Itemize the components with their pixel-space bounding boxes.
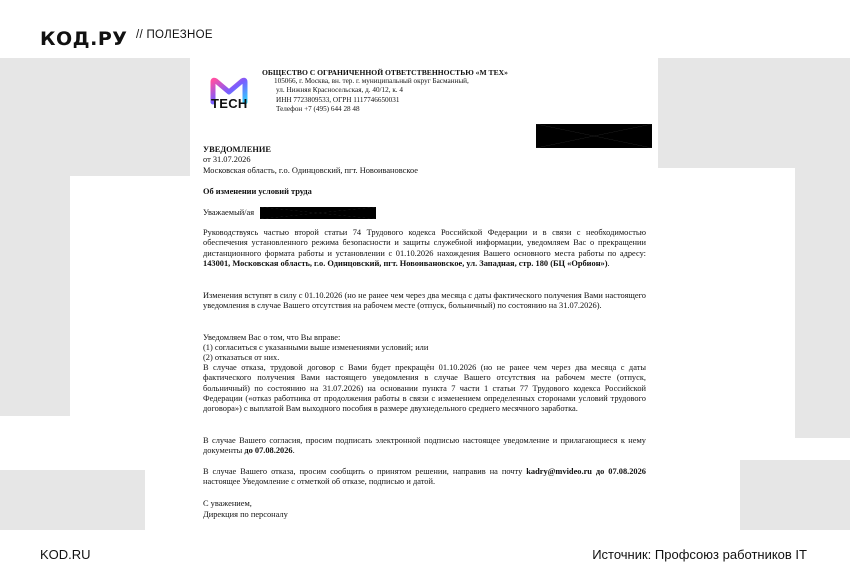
paragraph-relocation	[203, 228, 646, 269]
office-address: 143001, Московская область, г.о. Одинцовский, пгт. Новоивановское, ул. Западная, стр. 180 (БЦ «Орбион»)	[203, 258, 608, 268]
section-label[interactable]: // ПОЛЕЗНОЕ	[136, 29, 213, 41]
paragraph-relocation-end: .	[607, 258, 610, 268]
rights-intro: Уведомляем Вас о том, что Вы вправе:	[203, 333, 341, 342]
signature: Дирекция по персоналу	[203, 510, 288, 519]
background-block	[795, 168, 850, 438]
background-block	[658, 58, 850, 168]
notice-title: УВЕДОМЛЕНИЕ	[203, 145, 271, 154]
paragraph-refusal-end: настоящее Уведомление с отметкой об отказе, подписью и датой.	[203, 477, 436, 487]
company-name: ОБЩЕСТВО С ОГРАНИЧЕННОЙ ОТВЕТСТВЕННОСТЬЮ «М ТЕХ»	[262, 68, 508, 77]
site-header	[0, 0, 850, 58]
redacted-recipient-block	[536, 124, 652, 148]
paragraph-refusal-text: В случае Вашего отказа, просим сообщить о принятом решении, направив на почту	[203, 467, 527, 476]
company-phone: Телефон +7 (495) 644 28 48	[276, 104, 360, 113]
mtech-wordmark: TECH	[211, 96, 248, 111]
company-details	[262, 68, 508, 114]
redacted-recipient-name	[260, 207, 376, 219]
right-option-2: (2) отказаться от них.	[203, 353, 280, 362]
company-ids: ИНН 7723809533, ОГРН 1117746650031	[276, 95, 400, 104]
company-address-2: ул. Нижняя Красносельская, д. 40/12, к. 4	[276, 86, 403, 95]
company-address-1: 105066, г. Москва, вн. тер. г. муниципальный округ Басманный,	[274, 77, 469, 86]
paragraph-effective-date: Изменения вступят в силу с 01.10.2026 (но не ранее чем через два месяца с даты фактического получения Вами настоящего уведомления в случае Вашего отсутствия на рабочем месте (отпуск, больничный) по состоянию на 31.07.2026).	[203, 291, 646, 311]
hr-email-link[interactable]: kadry@mvideo.ru	[526, 467, 592, 476]
footer-site-name[interactable]: KOD.RU	[40, 547, 91, 562]
background-block	[740, 460, 850, 530]
paragraph-consent-end: .	[292, 446, 295, 456]
background-block	[0, 58, 190, 176]
greeting: Уважаемый/ая	[203, 208, 255, 217]
notice-date: от 31.07.2026	[203, 155, 251, 164]
footer-source: Источник: Профсоюз работников IT	[592, 547, 807, 562]
paragraph-consent-text: В случае Вашего согласия, просим подписать электронной подписью настоящее уведомление и прилагающиеся к нему документы	[203, 436, 646, 456]
paragraph-consent	[203, 436, 646, 457]
paragraph-refusal: В случае отказа, трудовой договор с Вами будет прекращён 01.10.2026 (но не ранее чем через два месяца с даты фактического получения Вами настоящего уведомления в случае Вашего отсутствия на рабочем месте (отпуск, больничный) по состоянию на 31.07.2026) на основании пункта 7 части 1 статьи 77 Трудового кодекса Российской Федерации («отказ работника от продолжения работы в связи с изменением определенных сторонами условий трудового договора») с выплатой Вам выходного пособия в размере двухнедельного среднего месячного заработка.	[203, 363, 646, 414]
notice-subject: Об изменении условий труда	[203, 187, 312, 196]
closing: С уважением,	[203, 499, 252, 508]
background-block	[0, 470, 145, 530]
background-block	[0, 176, 70, 416]
site-logo[interactable]: КОД.РУ	[40, 28, 128, 50]
consent-deadline: до 07.08.2026	[244, 446, 293, 456]
notice-place: Московская область, г.о. Одинцовский, пгт. Новоивановское	[203, 166, 419, 175]
paragraph-refusal-instructions	[203, 467, 646, 488]
paragraph-relocation-text: Руководствуясь частью второй статьи 74 Трудового кодекса Российской Федерации и в связи с необходимостью обеспечения установленного режима безопасности и защиты служебной информации, уведомляем Вас о прекращении дистанционного формата работы и установлении с 01.10.2026 нахождения Вашего основного места работы по адресу:	[203, 228, 646, 258]
refusal-deadline: до 07.08.2026	[595, 467, 646, 476]
right-option-1: (1) согласиться с указанными выше изменениями условий; или	[203, 343, 429, 352]
